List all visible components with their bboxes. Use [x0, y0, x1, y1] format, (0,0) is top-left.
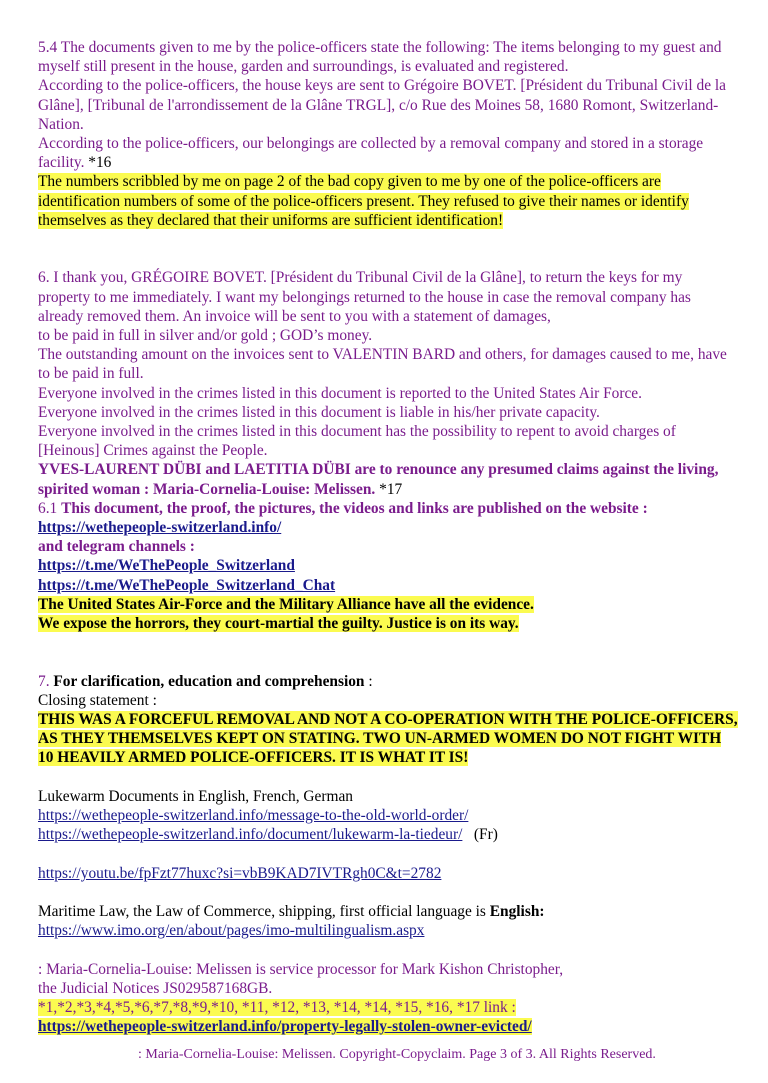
belongings-text: According to the police-officers, our belongings are collected by a removal company and stored in a storage facility. — [38, 135, 704, 172]
website-line — [38, 518, 738, 537]
lukewarm-link-2[interactable]: https://wethepeople-switzerland.info/document/lukewarm-la-tiedeur/ — [38, 826, 463, 844]
section-7-heading — [38, 672, 738, 691]
spacer — [38, 633, 738, 671]
telegram-link-2[interactable]: https://t.me/WeThePeople_Switzerland_Chat — [38, 576, 336, 594]
maritime-english: English: — [489, 903, 545, 921]
youtube-line — [38, 864, 738, 883]
section-7-number: 7. — [38, 672, 54, 690]
telegram-link-1[interactable]: https://t.me/WeThePeople_Switzerland — [38, 557, 295, 575]
paragraph-belongings — [38, 134, 738, 172]
lukewarm-line-1 — [38, 806, 738, 825]
spacer — [38, 768, 738, 787]
paragraph-reported: Everyone involved in the crimes listed in this document is reported to the United States Air Force. — [38, 384, 642, 402]
paragraph-liable: Everyone involved in the crimes listed in this document is liable in his/her private capacity. — [38, 403, 600, 421]
highlight-justice — [38, 614, 738, 633]
spacer — [38, 844, 738, 863]
maritime-line — [38, 902, 738, 921]
telegram-label: and telegram channels : — [38, 538, 195, 556]
highlight-id-numbers — [38, 172, 738, 230]
section-7 — [38, 672, 738, 1037]
lukewarm-line-2 — [38, 825, 738, 844]
references-text: *1,*2,*3,*4,*5,*6,*7,*8,*9,*10, *11, *12, *13, *14, *14, *15, *16, *17 link : — [38, 999, 516, 1017]
lukewarm-label: Lukewarm Documents in English, French, German — [38, 787, 354, 805]
lukewarm-link-1[interactable]: https://wethepeople-switzerland.info/message-to-the-old-world-order/ — [38, 807, 469, 825]
spacer — [38, 940, 738, 959]
paragraph-6-payment: to be paid in full in silver and/or gold ; GOD’s money. — [38, 327, 373, 345]
section-6-1-number: 6.1 — [38, 499, 62, 517]
section-6-1-text: This document, the proof, the pictures, the videos and links are published on the website : — [61, 499, 648, 517]
paragraph-house-keys: According to the police-officers, the house keys are sent to Grégoire BOVET. [Président du Tribunal Civil de la Glâne], [Tribunal de l'arrondissement de la Glâne TRGL], c/o Rue des Moines 58, 1680 Romont, Switzerland-Nation. — [38, 77, 727, 133]
section-7-title-end: : — [364, 672, 373, 690]
references-line — [38, 998, 738, 1017]
page-footer: : Maria-Cornelia-Louise: Melissen. Copyright-Copyclaim. Page 3 of 3. All Rights Reserved. — [138, 1047, 656, 1062]
spacer — [38, 230, 738, 268]
service-line-2: the Judicial Notices JS029587168GB. — [38, 979, 273, 997]
footnote-ref-16: *16 — [84, 154, 112, 172]
website-link[interactable]: https://wethepeople-switzerland.info/ — [38, 519, 282, 537]
section-6 — [38, 268, 738, 633]
renounce-text: YVES-LAURENT DÜBI and LAETITIA DÜBI are to renounce any presumed claims against the living, spirited woman : Maria-Cornelia-Louise: Melissen. — [38, 461, 719, 498]
final-link-line — [38, 1017, 738, 1036]
youtube-link[interactable]: https://youtu.be/fpFzt77huxc?si=vbB9KAD7IVTRgh0C&t=2782 — [38, 864, 442, 882]
paragraph-5-4-intro: 5.4 The documents given to me by the police-officers state the following: The items belonging to my guest and myself still present in the house, garden and surroundings, is evaluated and registered. — [38, 39, 722, 76]
closing-statement — [38, 710, 738, 768]
closing-statement-text: THIS WAS A FORCEFUL REMOVAL AND NOT A CO-OPERATION WITH THE POLICE-OFFICERS, AS THEY THEMSELVES KEPT ON STATING. TWO UN-ARMED WOMEN DO NOT FIGHT WITH 10 HEAVILY ARMED POLICE-OFFICERS. IT IS WHAT IT IS! — [38, 711, 738, 767]
section-5-4 — [38, 38, 738, 230]
paragraph-repent: Everyone involved in the crimes listed in this document has the possibility to repent to avoid charges of [Heinous] Crimes against the People. — [38, 423, 676, 460]
paragraph-renounce — [38, 460, 738, 498]
closing-label: Closing statement : — [38, 691, 157, 709]
paragraph-outstanding: The outstanding amount on the invoices sent to VALENTIN BARD and others, for damages caused to me, have to be paid in full. — [38, 346, 727, 383]
highlight-justice-text: We expose the horrors, they court-martial the guilty. Justice is on its way. — [38, 615, 519, 633]
imo-link[interactable]: https://www.imo.org/en/about/pages/imo-multilingualism.aspx — [38, 922, 425, 940]
service-line-1: : Maria-Cornelia-Louise: Melissen is service processor for Mark Kishon Christopher, — [38, 960, 564, 978]
lukewarm-link-2-lang: (Fr) — [462, 826, 498, 844]
highlight-evidence — [38, 595, 738, 614]
highlight-evidence-text: The United States Air-Force and the Military Alliance have all the evidence. — [38, 595, 534, 613]
paragraph-6-intro: 6. I thank you, GRÉGOIRE BOVET. [Président du Tribunal Civil de la Glâne], to return the keys for my property to me immediately. I want my belongings returned to the house in case the removal company has already removed them. An invoice will be sent to you with a statement of damages, — [38, 269, 691, 325]
section-7-title: For clarification, education and comprehension — [53, 672, 365, 690]
document-page — [38, 38, 738, 1036]
telegram-line-1 — [38, 556, 738, 575]
spacer — [38, 883, 738, 902]
maritime-text: Maritime Law, the Law of Commerce, shipping, first official language is — [38, 903, 490, 921]
final-link[interactable]: https://wethepeople-switzerland.info/property-legally-stolen-owner-evicted/ — [38, 1018, 532, 1036]
telegram-line-2 — [38, 576, 738, 595]
imo-line — [38, 921, 738, 940]
highlight-id-numbers-text: The numbers scribbled by me on page 2 of the bad copy given to me by one of the police-officers are identification numbers of some of the police-officers present. They refused to give their names or identify themselves as they declared that their uniforms are sufficient identification! — [38, 173, 689, 229]
footnote-ref-17: *17 — [375, 480, 403, 498]
paragraph-6-1 — [38, 499, 738, 518]
